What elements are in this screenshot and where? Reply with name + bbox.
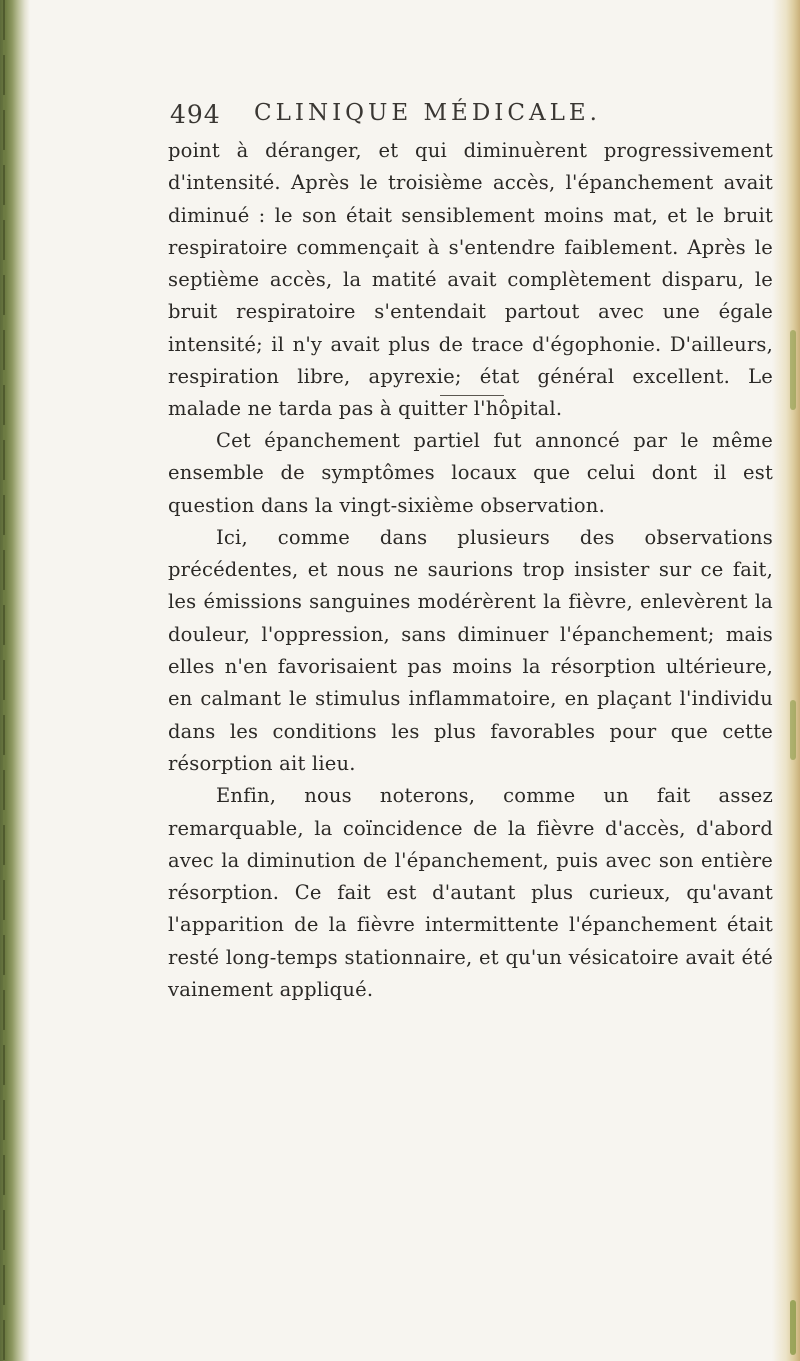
paragraph-continuation: point à déranger, et qui diminuèrent progressivement d'intensité. Après le troisième accès, l'épanchement avait diminué : le son était sensiblement moins mat, et le bruit respiratoire commençait à s'entendre faiblement. Après le septième accès, la matité avait complètement disparu, le bruit respiratoire s'entendait partout avec une égale intensité; il n'y avait plus de trace d'égophonie. D'ailleurs, respiration libre, apyrexie; état général excellent. Le malade ne tarda pas à quitter l'hôpital.: [168, 139, 773, 421]
running-title: CLINIQUE MÉDICALE.: [254, 100, 601, 126]
text-block-top: [168, 135, 773, 426]
text-block-bottom: [168, 425, 773, 1006]
paragraph: Cet épanchement partiel fut annoncé par le même ensemble de symptômes locaux que celui dont il est question dans la vingt-sixième observation.: [168, 429, 773, 517]
page-header: [170, 100, 690, 130]
section-separator: [440, 395, 504, 396]
page-number: 494: [170, 100, 221, 129]
paragraph: Ici, comme dans plusieurs des observations précédentes, et nous ne saurions trop insister sur ce fait, les émissions sanguines modérèrent la fièvre, enlevèrent la douleur, l'oppression, sans diminuer l'épanchement; mais elles n'en favorisaient pas moins la résorption ultérieure, en calmant le stimulus inflammatoire, en plaçant l'individu dans les conditions les plus favorables pour que cette résorption ait lieu.: [168, 525, 773, 775]
paragraph: Enfin, nous noterons, comme un fait assez remarquable, la coïncidence de la fièvre d'accès, d'abord avec la diminution de l'épanchement, puis avec son entière résorption. Ce fait est d'autant plus curieux, qu'avant l'apparition de la fièvre intermittente l'épanchement était resté long-temps stationnaire, et qu'un vésicatoire avait été vainement appliqué.: [168, 784, 773, 1002]
